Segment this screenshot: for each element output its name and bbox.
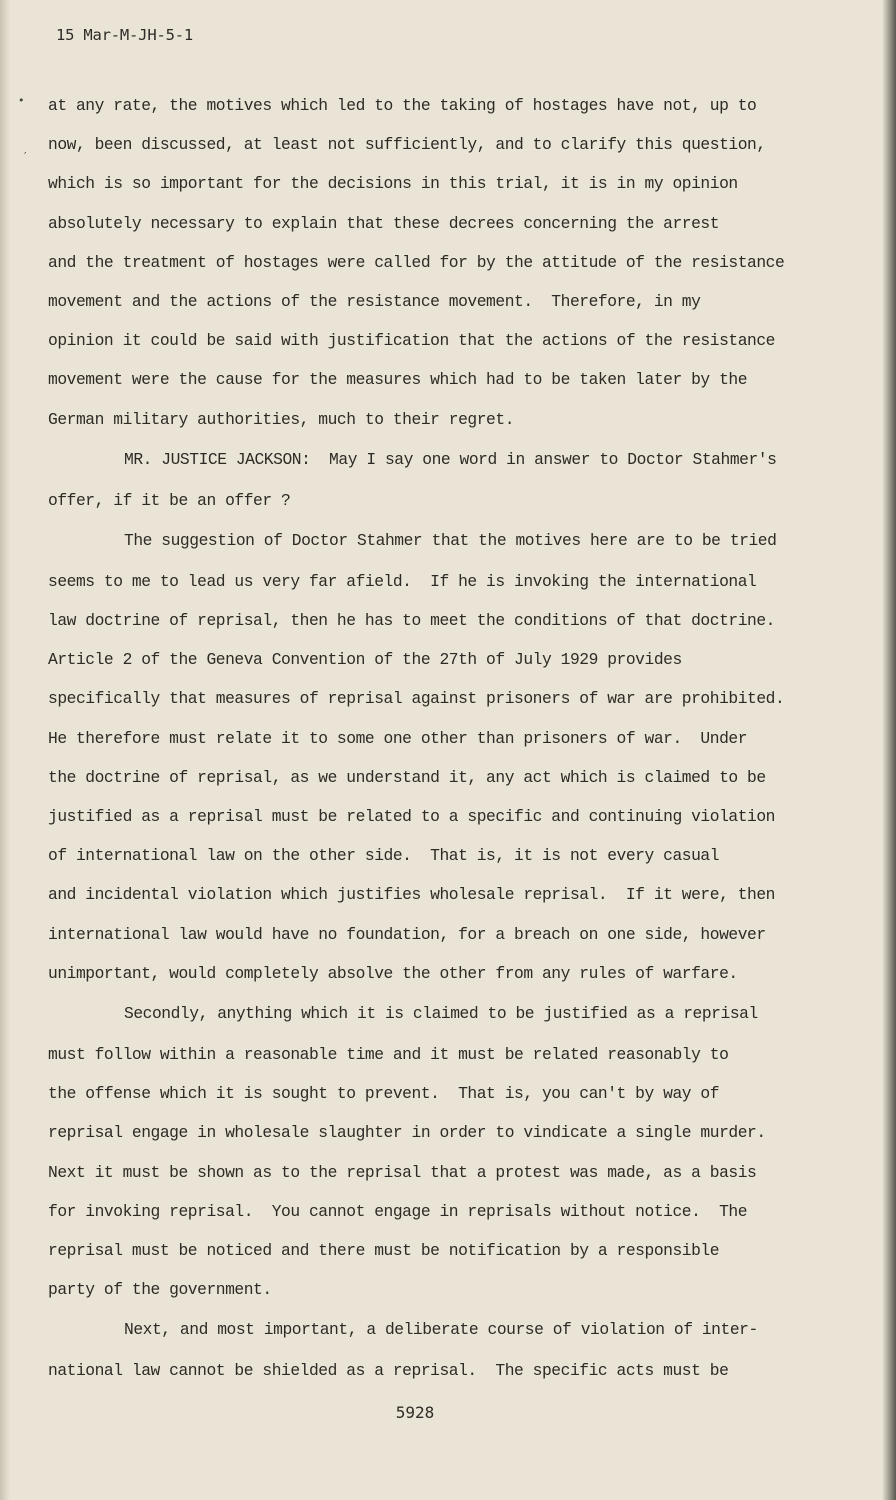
- text-line: movement and the actions of the resistance movement. Therefore, in my: [48, 291, 701, 311]
- text-line: the offense which it is sought to prevent. That is, you can't by way of: [48, 1084, 720, 1104]
- text-line: movement were the cause for the measures which had to be taken later by the: [48, 370, 748, 390]
- text-line: Article 2 of the Geneva Convention of the 27th of July 1929 provides: [48, 650, 682, 670]
- text-line: unimportant, would completely absolve the other from any rules of warfare.: [48, 963, 738, 983]
- text-line: The suggestion of Doctor Stahmer that the motives here are to be tried: [124, 530, 777, 550]
- text-line: which is so important for the decisions in this trial, it is in my opinion: [48, 174, 738, 194]
- text-line: for invoking reprisal. You cannot engage in reprisals without notice. The: [48, 1201, 748, 1221]
- paragraph: [48, 86, 838, 439]
- paragraph: [48, 520, 838, 993]
- text-line: law doctrine of reprisal, then he has to meet the conditions of that doctrine.: [48, 611, 775, 631]
- text-line: Next it must be shown as to the reprisal that a protest was made, as a basis: [48, 1162, 757, 1182]
- text-line: MR. JUSTICE JACKSON: May I say one word in answer to Doctor Stahmer's: [124, 449, 777, 469]
- text-line: reprisal engage in wholesale slaughter in order to vindicate a single murder.: [48, 1123, 766, 1143]
- paragraph: [48, 1309, 838, 1390]
- text-line: national law cannot be shielded as a reprisal. The specific acts must be: [48, 1361, 729, 1381]
- paragraph: [48, 993, 838, 1309]
- text-line: offer, if it be an offer ?: [48, 490, 291, 510]
- text-line: now, been discussed, at least not sufficiently, and to clarify this question,: [48, 135, 766, 155]
- text-line: German military authorities, much to their regret.: [48, 409, 515, 429]
- paragraph: [48, 439, 838, 520]
- text-line: international law would have no foundation, for a breach on one side, however: [48, 924, 766, 944]
- text-line: at any rate, the motives which led to the taking of hostages have not, up to: [48, 96, 757, 115]
- text-line: reprisal must be noticed and there must be notification by a responsible: [48, 1240, 720, 1260]
- page-number: 5928: [395, 1403, 435, 1422]
- text-line: opinion it could be said with justification that the actions of the resistance: [48, 331, 775, 351]
- text-line: specifically that measures of reprisal against prisoners of war are prohibited.: [48, 689, 785, 709]
- text-line: He therefore must relate it to some one other than prisoners of war. Under: [48, 728, 748, 748]
- margin-mark: ′: [24, 150, 27, 163]
- text-line: Secondly, anything which it is claimed to be justified as a reprisal: [124, 1003, 758, 1023]
- text-line: of international law on the other side. That is, it is not every casual: [48, 846, 720, 866]
- text-line: the doctrine of reprisal, as we understand it, any act which is claimed to be: [48, 767, 766, 787]
- margin-mark: •: [18, 94, 25, 107]
- text-line: seems to me to lead us very far afield. If he is invoking the international: [48, 571, 757, 591]
- text-line: justified as a reprisal must be related to a specific and continuing violation: [48, 807, 775, 826]
- text-line: Next, and most important, a deliberate course of violation of inter-: [124, 1320, 758, 1340]
- text-line: party of the government.: [48, 1280, 272, 1300]
- text-line: and the treatment of hostages were called for by the attitude of the resistance: [48, 252, 785, 272]
- text-line: absolutely necessary to explain that these decrees concerning the arrest: [48, 213, 720, 233]
- document-body: [48, 86, 838, 1390]
- text-line: must follow within a reasonable time and it must be related reasonably to: [48, 1044, 729, 1064]
- document-header-id: 15 Mar-M-JH-5-1: [56, 26, 193, 44]
- text-line: and incidental violation which justifies wholesale reprisal. If it were, then: [48, 885, 775, 905]
